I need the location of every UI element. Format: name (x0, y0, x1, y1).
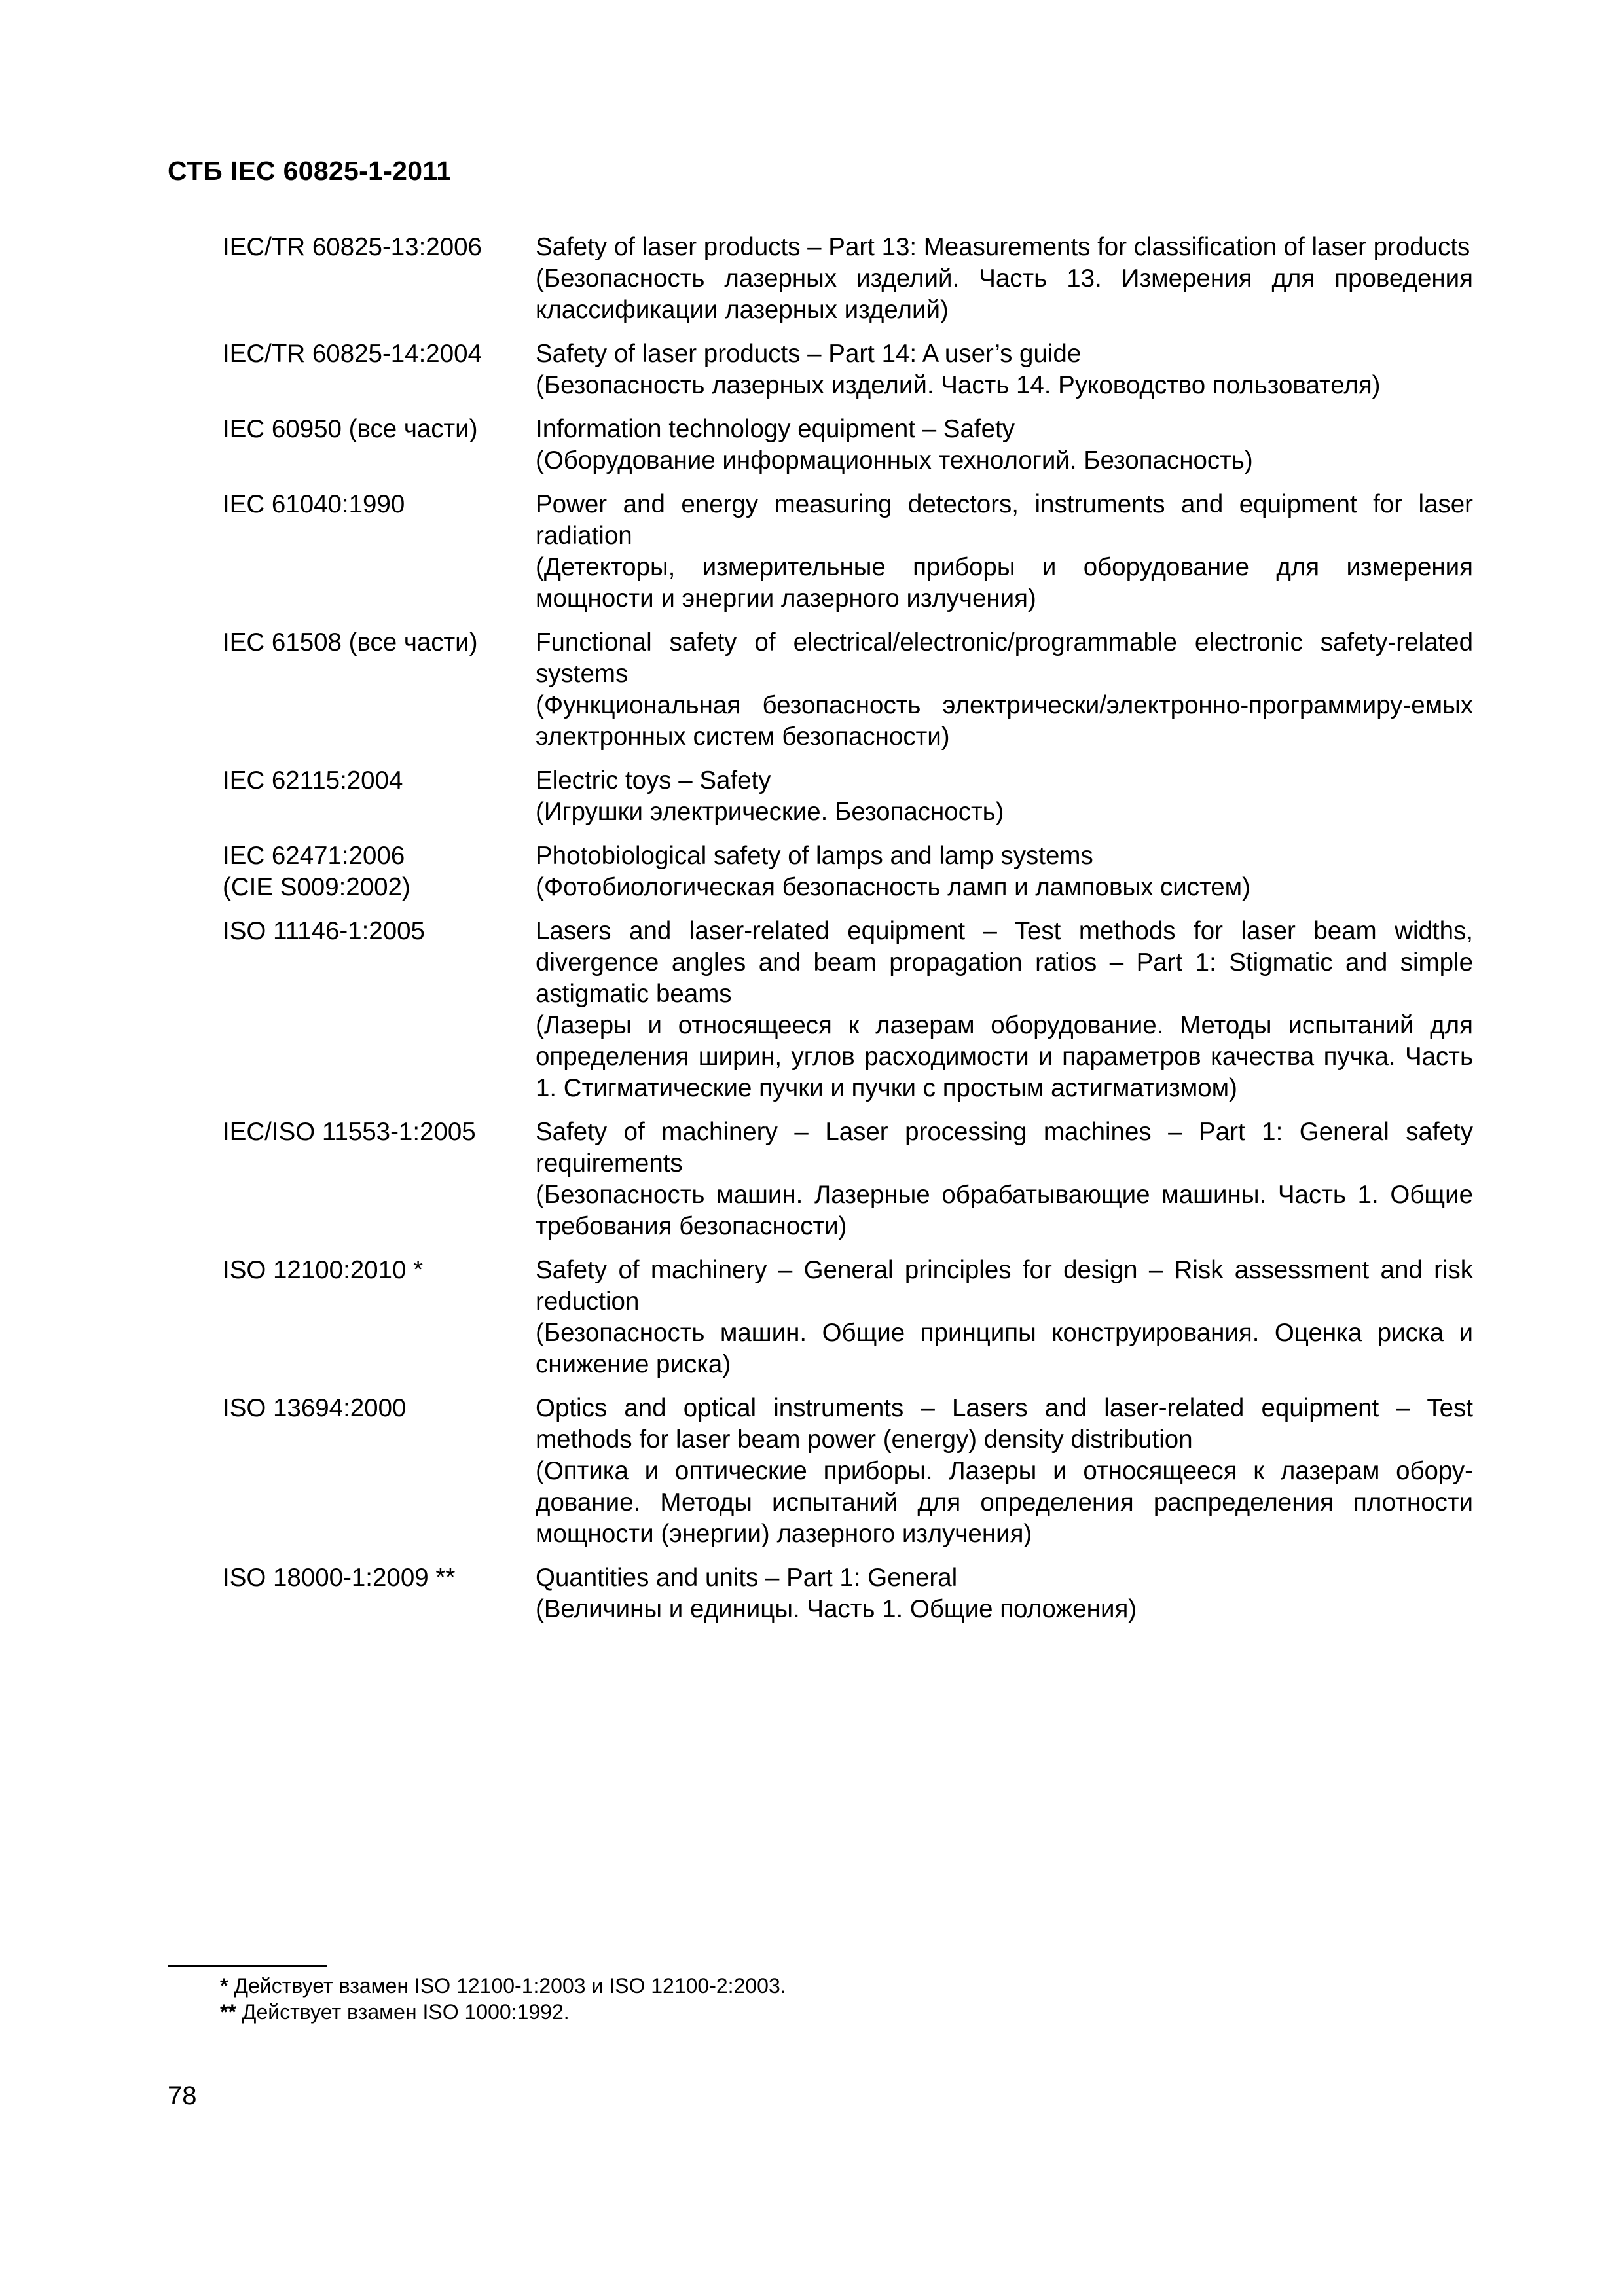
reference-entry (223, 338, 1473, 401)
reference-title-ru: (Безопасность машин. Общие принципы конструирования. Оценка риска и снижение риска) (536, 1319, 1473, 1378)
reference-entry (223, 765, 1473, 828)
reference-title-en: Power and energy measuring detectors, instruments and equipment for laser radiation (536, 490, 1473, 550)
reference-description (536, 1117, 1473, 1242)
reference-title-en: Functional safety of electrical/electronic/programmable electronic safety-related systems (536, 628, 1473, 688)
reference-title-en: Safety of machinery – General principles for design – Risk assessment and risk reduction (536, 1256, 1473, 1316)
reference-entry (223, 232, 1473, 326)
reference-description (536, 840, 1473, 903)
reference-code: IEC 60950 (все части) (223, 415, 478, 443)
reference-entry (223, 1255, 1473, 1380)
reference-description (536, 232, 1473, 326)
reference-description (536, 627, 1473, 753)
reference-code: IEC 61508 (все части) (223, 628, 478, 656)
reference-code: ISO 13694:2000 (223, 1394, 407, 1422)
reference-code: IEC 62115:2004 (223, 766, 403, 795)
reference-code: ISO 18000-1:2009 ** (223, 1564, 456, 1592)
reference-description (536, 765, 1473, 828)
reference-title-ru: (Игрушки электрические. Безопасность) (536, 798, 1004, 826)
reference-title-ru: (Безопасность лазерных изделий. Часть 14. Руководство пользователя) (536, 371, 1381, 399)
reference-title-ru: (Функциональная безопасность электрически/электронно-программиру-емых электронных систем безопасности) (536, 691, 1473, 751)
reference-entry (223, 489, 1473, 615)
reference-entry (223, 916, 1473, 1104)
reference-description (536, 489, 1473, 615)
reference-title-en: Information technology equipment – Safety (536, 415, 1015, 443)
document-header: СТБ IEC 60825-1-2011 (168, 156, 452, 186)
reference-entry (223, 1393, 1473, 1550)
footnote: ** Действует взамен ISO 1000:1992. (220, 2000, 570, 2024)
normative-references-list (223, 232, 1473, 1638)
footnote-separator (168, 1965, 327, 1967)
reference-description (536, 338, 1473, 401)
reference-entry (223, 1117, 1473, 1242)
reference-code: IEC 61040:1990 (223, 490, 405, 518)
reference-description (536, 916, 1473, 1104)
page-number: 78 (168, 2081, 197, 2110)
reference-title-ru: (Безопасность лазерных изделий. Часть 13. Измерения для проведения классификации лазерных изделий) (536, 264, 1473, 324)
reference-code: ISO 12100:2010 * (223, 1256, 424, 1284)
reference-title-ru: (Безопасность машин. Лазерные обрабатывающие машины. Часть 1. Общие требования безопасности) (536, 1181, 1473, 1240)
reference-title-ru: (Оборудование информационных технологий. Безопасность) (536, 446, 1253, 475)
footnotes (220, 1973, 786, 2025)
reference-code: IEC/TR 60825-14:2004 (223, 340, 482, 368)
reference-code: IEC 62471:2006 (CIE S009:2002) (223, 842, 410, 901)
reference-title-ru: (Лазеры и относящееся к лазерам оборудование. Методы испытаний для определения ширин, углов расходимости и параметров качества пучка. Часть 1. Стигматические пучки и пучки с простым астигматизмом) (536, 1011, 1473, 1102)
reference-description (536, 1255, 1473, 1380)
reference-code: ISO 11146-1:2005 (223, 917, 425, 945)
reference-title-en: Lasers and laser-related equipment – Test methods for laser beam widths, divergence angles and beam propagation ratios – Part 1: Stigmatic and simple astigmatic beams (536, 917, 1473, 1008)
reference-title-en: Safety of machinery – Laser processing machines – Part 1: General safety requirements (536, 1118, 1473, 1177)
reference-title-ru: (Величины и единицы. Часть 1. Общие положения) (536, 1595, 1137, 1623)
reference-title-en: Optics and optical instruments – Lasers and laser-related equipment – Test methods for laser beam power (energy) density distribution (536, 1394, 1473, 1454)
footnote: * Действует взамен ISO 12100-1:2003 и ISO 12100-2:2003. (220, 1974, 786, 1998)
reference-title-en: Photobiological safety of lamps and lamp systems (536, 842, 1093, 870)
reference-code: IEC/ISO 11553-1:2005 (223, 1118, 476, 1146)
reference-entry (223, 627, 1473, 753)
reference-title-ru: (Детекторы, измерительные приборы и оборудование для измерения мощности и энергии лазерного излучения) (536, 553, 1473, 613)
reference-title-en: Electric toys – Safety (536, 766, 771, 795)
reference-entry (223, 414, 1473, 476)
reference-title-ru: (Оптика и оптические приборы. Лазеры и относящееся к лазерам обору-дование. Методы испытаний для определения распределения плотности мощности (энергии) лазерного излучения) (536, 1457, 1473, 1548)
reference-entry (223, 1562, 1473, 1625)
reference-description (536, 414, 1473, 476)
reference-entry (223, 840, 1473, 903)
reference-title-en: Quantities and units – Part 1: General (536, 1564, 958, 1592)
reference-description (536, 1393, 1473, 1550)
reference-title-en: Safety of laser products – Part 14: A user’s guide (536, 340, 1082, 368)
reference-description (536, 1562, 1473, 1625)
reference-title-en: Safety of laser products – Part 13: Measurements for classification of laser products (536, 233, 1470, 261)
reference-title-ru: (Фотобиологическая безопасность ламп и ламповых систем) (536, 873, 1250, 901)
reference-code: IEC/TR 60825-13:2006 (223, 233, 482, 261)
